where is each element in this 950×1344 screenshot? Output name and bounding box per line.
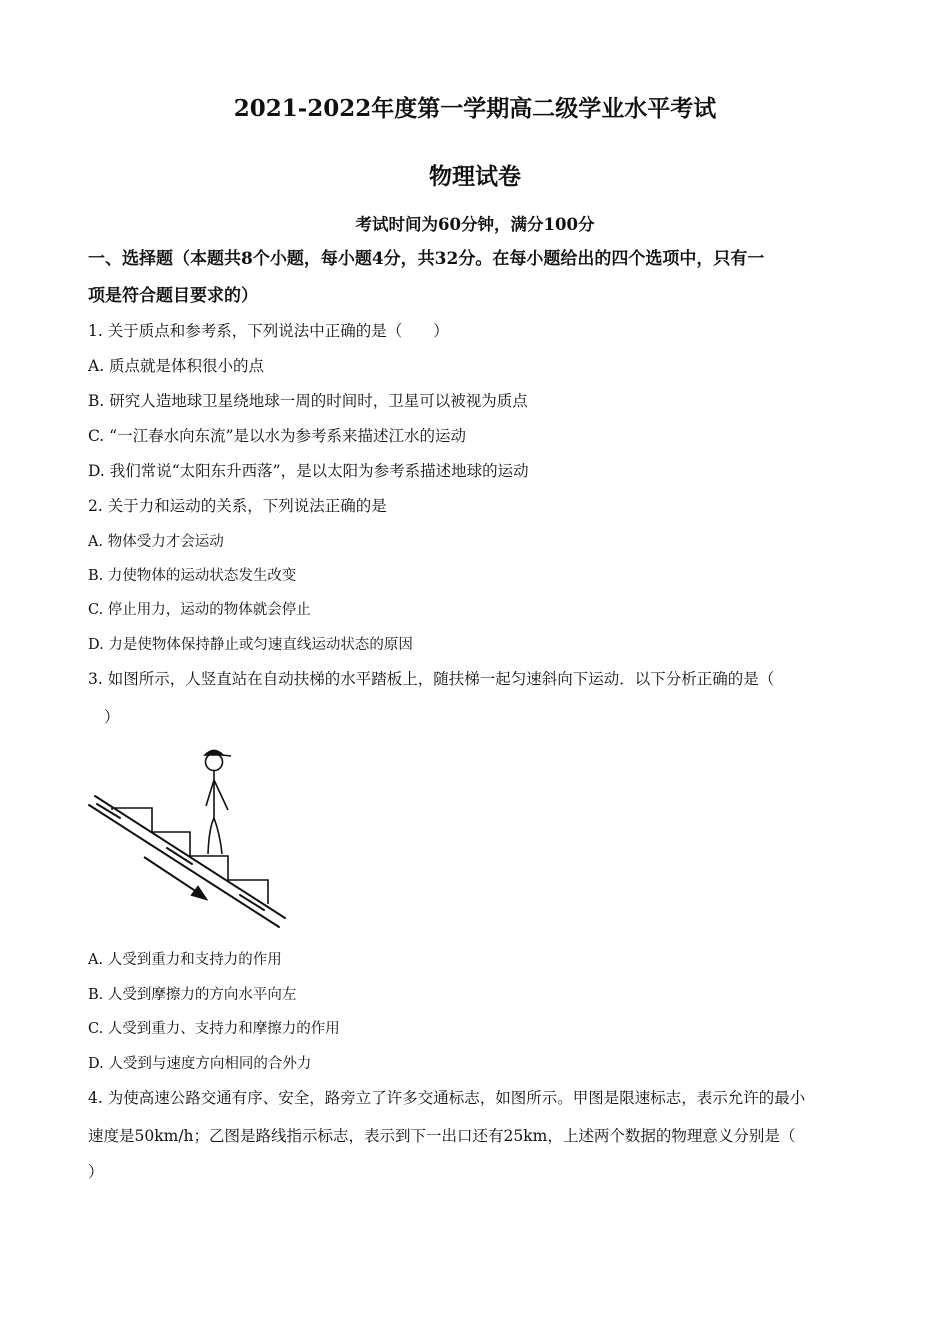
escalator-figure [82,744,292,930]
question-1-option-c: C. “一江春水向东流”是以水为参考系来描述江水的运动 [88,427,467,445]
question-3-option-b: B. 人受到摩擦力的方向水平向左 [88,987,297,1003]
question-1-option-a: A. 质点就是体积很小的点 [88,357,265,375]
question-3-stem-line1: 3. 如图所示，人竖直站在自动扶梯的水平踏板上，随扶梯一起匀速斜向下运动．以下分析正确的是（ [88,670,775,688]
question-1-stem: 1. 关于质点和参考系，下列说法中正确的是（ ） [88,322,449,340]
question-3-option-c: C. 人受到重力、支持力和摩擦力的作用 [88,1021,340,1037]
question-2-option-c: C. 停止用力，运动的物体就会停止 [88,602,311,618]
question-1-option-b: B. 研究人造地球卫星绕地球一周的时间时，卫星可以被视为质点 [88,392,528,410]
question-3-option-a: A. 人受到重力和支持力的作用 [88,952,282,968]
section-heading-line1: 一、选择题（本题共8个小题，每小题4分，共32分。在每小题给出的四个选项中，只有一 [88,249,765,269]
exam-title: 2021-2022年度第一学期高二级学业水平考试 [233,95,717,122]
question-2-stem: 2. 关于力和运动的关系，下列说法正确的是 [88,497,387,515]
question-1-option-d: D. 我们常说“太阳东升西落”，是以太阳为参考系描述地球的运动 [88,462,529,480]
question-2-option-b: B. 力使物体的运动状态发生改变 [88,568,297,584]
subject-title: 物理试卷 [429,163,521,190]
question-2-option-a: A. 物体受力才会运动 [88,534,224,550]
motion-arrow-icon [144,857,206,899]
question-4-stem-line1: 4. 为使高速公路交通有序、安全，路旁立了许多交通标志，如图所示。甲图是限速标志，表示允许的最小 [88,1089,806,1107]
person-figure [205,751,231,855]
exam-time-info: 考试时间为60分钟，满分100分 [355,215,595,234]
question-4-stem-line2: 速度是50km/h；乙图是路线指示标志，表示到下一出口还有25km，上述两个数据的物理意义分别是（ [88,1127,796,1145]
question-3-stem-line2: ） [104,708,120,726]
question-3-option-d: D. 人受到与速度方向相同的合外力 [88,1056,312,1072]
question-2-option-d: D. 力是使物体保持静止或匀速直线运动状态的原因 [88,637,413,653]
question-4-stem-line3: ） [88,1163,104,1181]
escalator-rails [89,796,285,927]
section-heading-line2: 项是符合题目要求的） [88,286,258,306]
